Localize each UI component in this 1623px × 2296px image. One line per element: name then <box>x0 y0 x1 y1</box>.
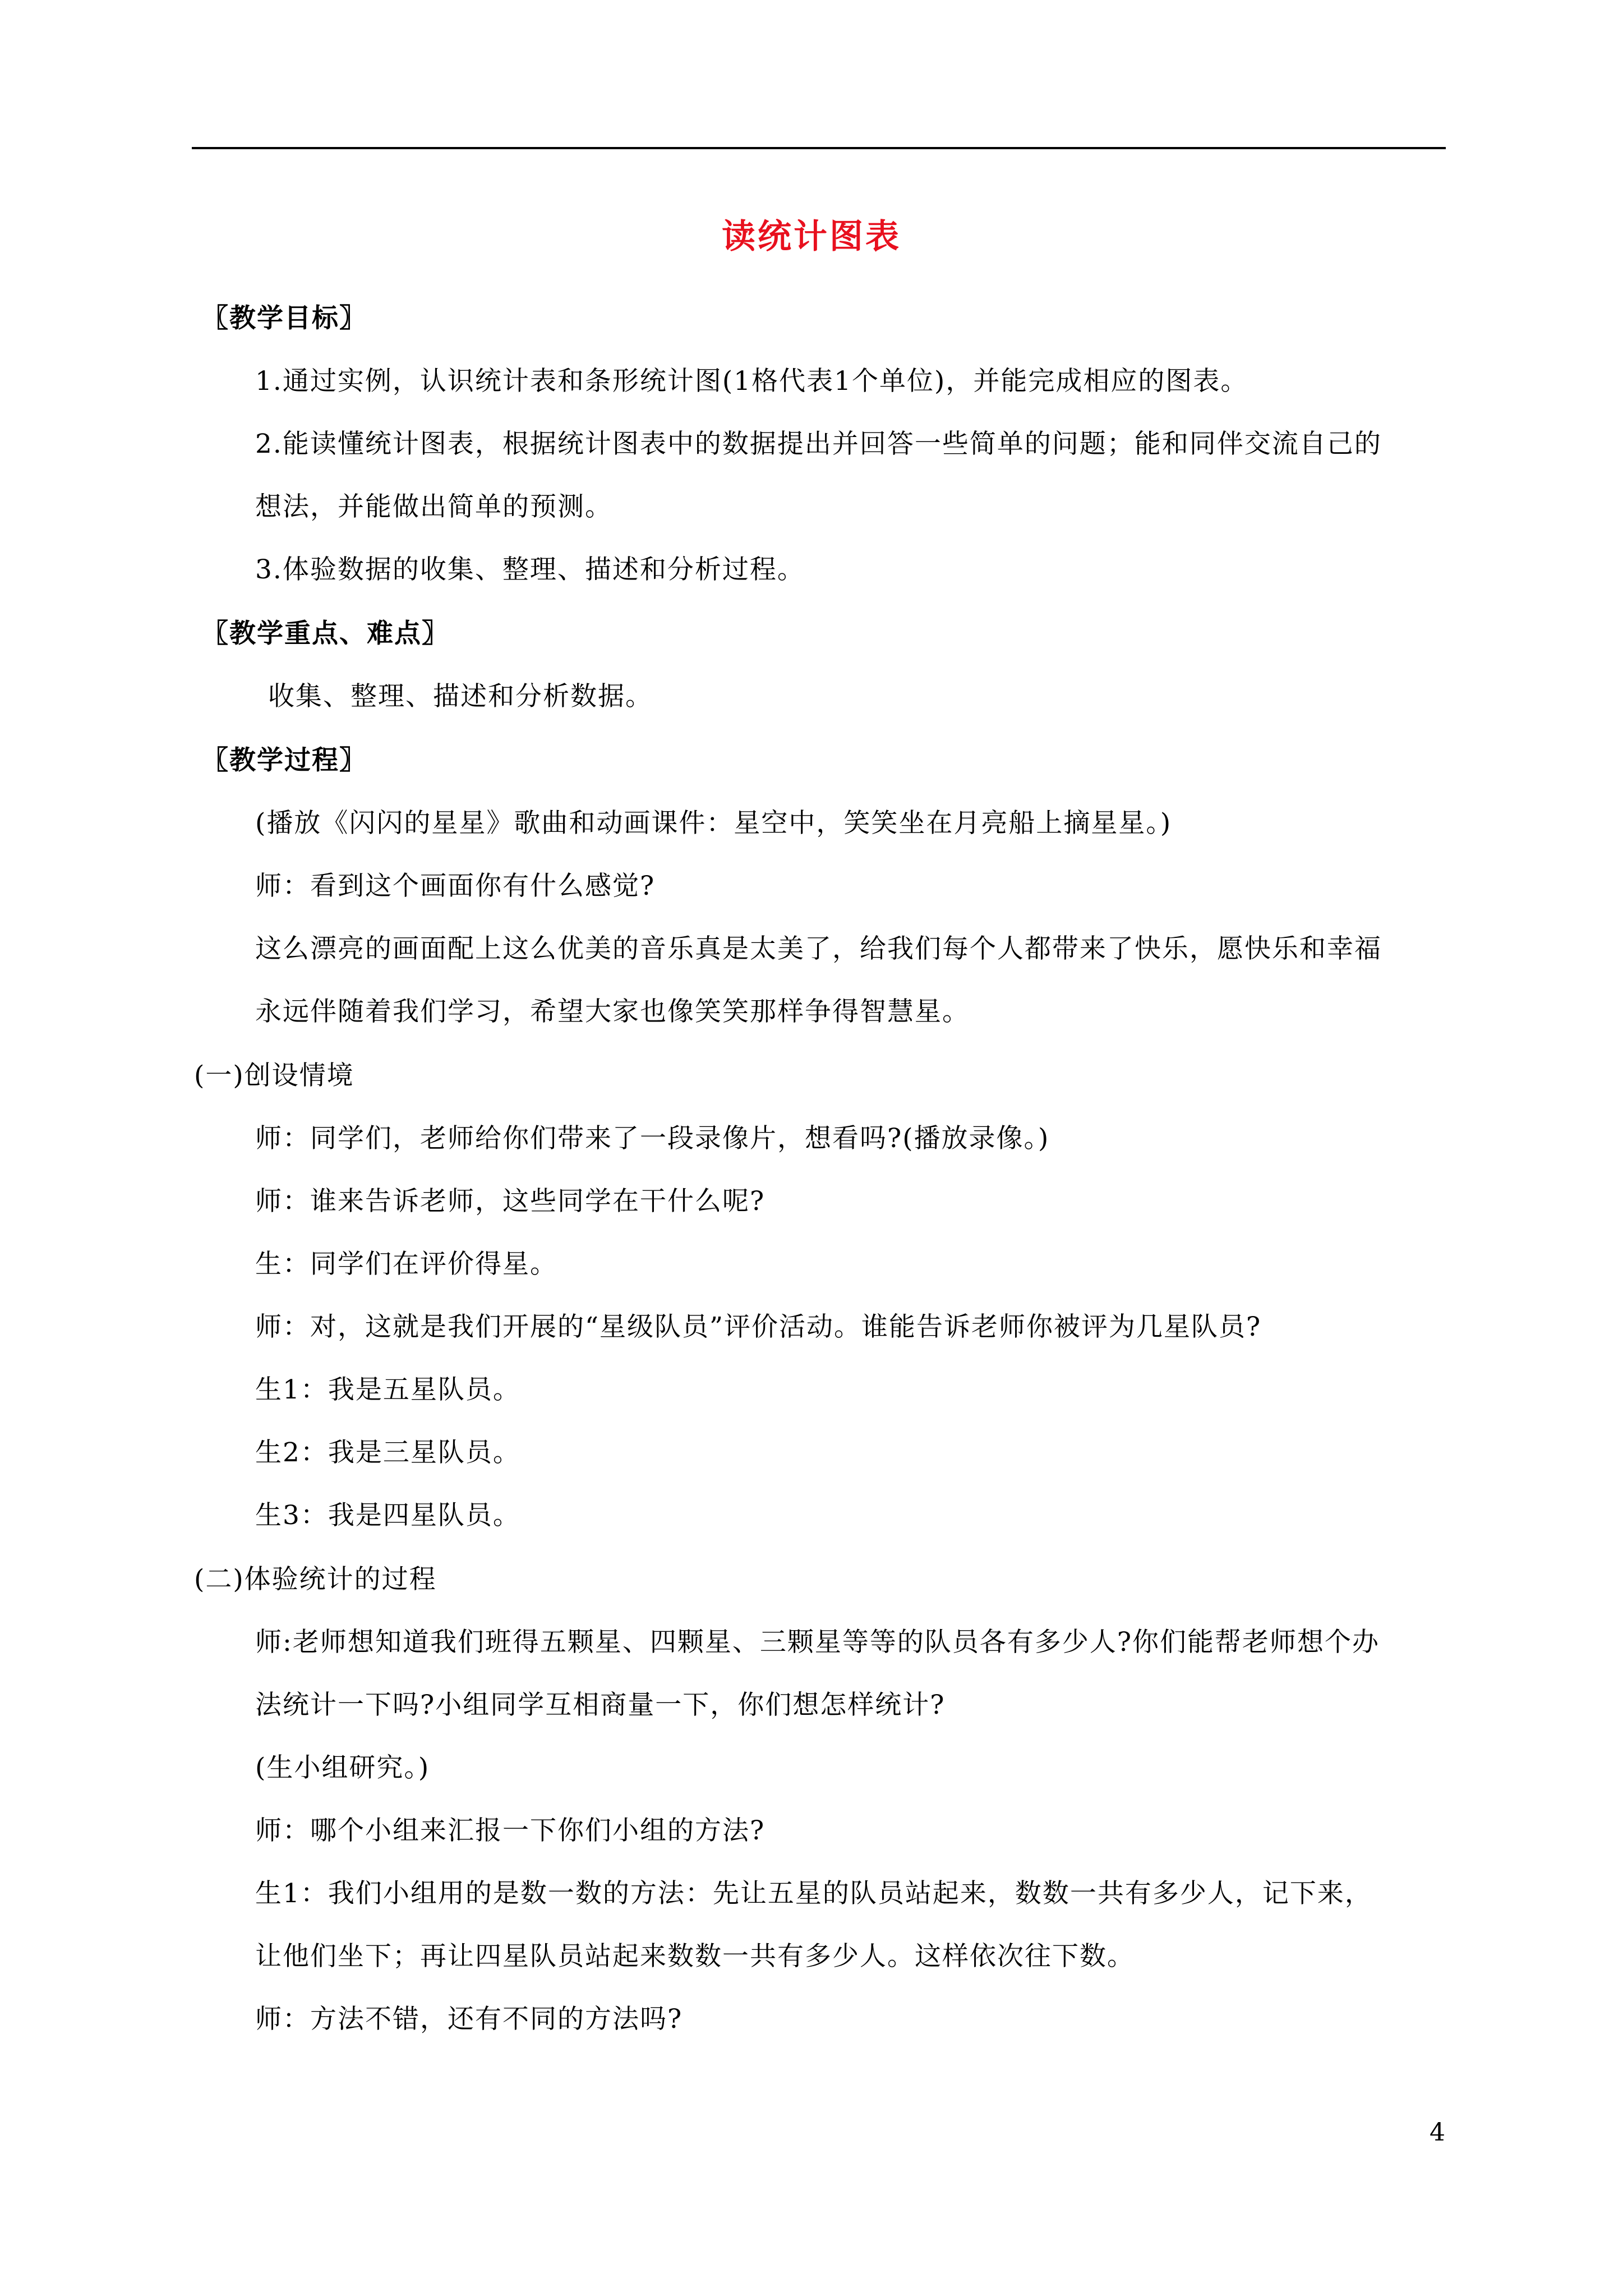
document-title: 读统计图表 <box>722 217 901 256</box>
teacher-line-3: 师：谁来告诉老师，这些同学在干什么呢? <box>255 1186 766 1217</box>
page-number: 4 <box>1430 2118 1445 2147</box>
teacher-line-2: 师：同学们，老师给你们带来了一段录像片，想看吗?(播放录像。) <box>255 1123 1050 1154</box>
teacher-line-7: 师：方法不错，还有不同的方法吗? <box>255 2004 683 2035</box>
student-line-3: 生2：我是三星队员。 <box>255 1437 520 1468</box>
goal-item-3: 3.体验数据的收集、整理、描述和分析过程。 <box>255 554 805 585</box>
student-line-5-a: 生1：我们小组用的是数一数的方法：先让五星的队员站起来，数数一共有多少人，记下来， <box>255 1878 1372 1909</box>
goal-item-2-line-1: 2.能读懂统计图表，根据统计图表中的数据提出并回答一些简单的问题；能和同伴交流自己的 <box>255 429 1382 459</box>
student-line-2: 生1：我是五星队员。 <box>255 1374 520 1405</box>
header-rule <box>192 147 1446 149</box>
process-intro: (播放《闪闪的星星》歌曲和动画课件：星空中，笑笑坐在月亮船上摘星星。) <box>255 808 1172 839</box>
student-line-5-b: 让他们坐下；再让四星队员站起来数数一共有多少人。这样依次往下数。 <box>255 1941 1135 1972</box>
section-heading-process: 〖教学过程〗 <box>202 745 367 776</box>
teacher-line-5-b: 法统计一下吗?小组同学互相商量一下，你们想怎样统计? <box>255 1690 946 1720</box>
key-points-text: 收集、整理、描述和分析数据。 <box>268 681 653 712</box>
part-heading-1: (一)创设情境 <box>194 1060 354 1091</box>
teacher-line-6: 师：哪个小组来汇报一下你们小组的方法? <box>255 1815 766 1846</box>
teacher-line-1: 师：看到这个画面你有什么感觉? <box>255 871 656 901</box>
paragraph-1-line-2: 永远伴随着我们学习，希望大家也像笑笑那样争得智慧星。 <box>255 996 970 1027</box>
goal-item-1: 1.通过实例，认识统计表和条形统计图(1格代表1个单位)，并能完成相应的图表。 <box>255 366 1248 397</box>
note-line-1: (生小组研究。) <box>255 1752 430 1783</box>
teacher-line-5-a: 师:老师想知道我们班得五颗星、四颗星、三颗星等等的队员各有多少人?你们能帮老师想个办 <box>255 1627 1380 1658</box>
paragraph-1-line-1: 这么漂亮的画面配上这么优美的音乐真是太美了，给我们每个人都带来了快乐，愿快乐和幸福 <box>255 933 1382 964</box>
student-line-1: 生：同学们在评价得星。 <box>255 1249 557 1280</box>
goal-item-2-line-2: 想法，并能做出简单的预测。 <box>255 491 612 522</box>
teacher-line-4: 师：对，这就是我们开展的“星级队员”评价活动。谁能告诉老师你被评为几星队员? <box>255 1312 1262 1342</box>
student-line-4: 生3：我是四星队员。 <box>255 1500 520 1531</box>
section-heading-goals: 〖教学目标〗 <box>202 303 367 334</box>
section-heading-key-points: 〖教学重点、难点〗 <box>202 618 449 649</box>
part-heading-2: (二)体验统计的过程 <box>194 1564 437 1595</box>
